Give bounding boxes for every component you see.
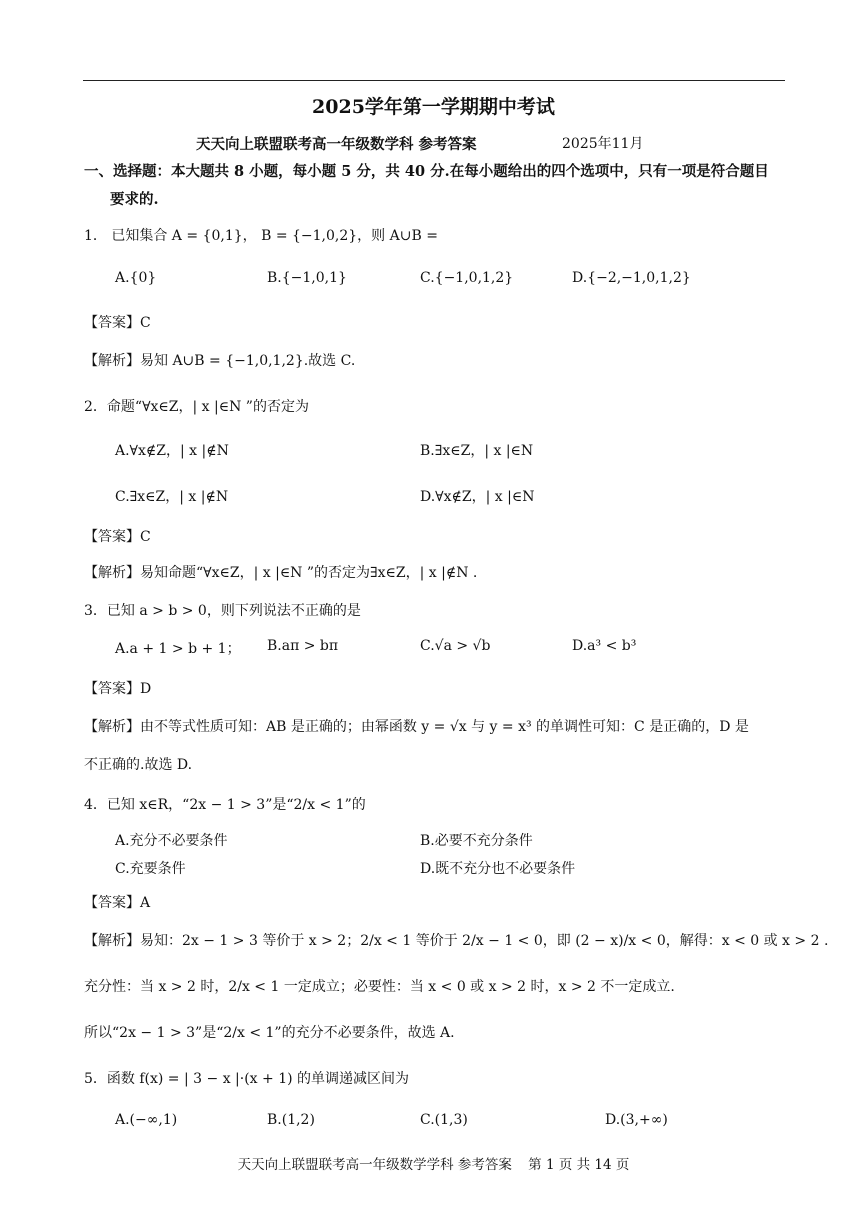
q3-answer: 【答案】D — [84, 681, 152, 697]
q5-stem: 5．函数 f(x) = | 3 − x |·(x + 1) 的单调递减区间为 — [84, 1071, 410, 1087]
section-heading-line1: 一、选择题：本大题共 8 小题，每小题 5 分，共 40 分.在每小题给出的四个选项中，只有一项是符合题目 — [84, 163, 769, 180]
footer-title: 天天向上联盟联考高一年级数学学科 参考答案 — [237, 1157, 512, 1173]
q2-answer: 【答案】C — [84, 529, 151, 545]
q4-answer: 【答案】A — [84, 895, 151, 911]
q2-option-c: C.∃x∈Z，| x |∉N — [115, 489, 229, 505]
page-footer — [0, 1153, 867, 1173]
q3-analysis-line1: 【解析】由不等式性质可知：AB 是正确的；由幂函数 y = √x 与 y = x³ 的单调性可知：C 是正确的，D 是 — [84, 719, 749, 735]
q1-option-d: D.{−2,−1,0,1,2} — [572, 270, 691, 286]
q2-stem: 2．命题“∀x∈Z，| x |∈N ”的否定为 — [84, 399, 309, 415]
q4-analysis-line2: 充分性：当 x > 2 时，2/x < 1 一定成立；必要性：当 x < 0 或 x > 2 时，x > 2 不一定成立. — [84, 979, 675, 995]
q4-option-d: D.既不充分也不必要条件 — [420, 861, 576, 877]
q2-option-d: D.∀x∉Z，| x |∈N — [420, 489, 535, 505]
q4-analysis-line3: 所以“2x − 1 > 3”是“2/x < 1”的充分不必要条件，故选 A. — [84, 1025, 455, 1041]
q5-option-a: A.(−∞,1) — [115, 1112, 178, 1128]
header-rule — [83, 80, 785, 81]
q5-option-d: D.(3,+∞) — [605, 1112, 668, 1128]
exam-date: 2025年11月 — [562, 136, 644, 152]
q1-analysis: 【解析】易知 A∪B = {−1,0,1,2}.故选 C. — [84, 353, 356, 369]
q4-option-b: B.必要不充分条件 — [420, 833, 533, 849]
q2-option-a: A.∀x∉Z，| x |∉N — [115, 443, 229, 459]
q3-option-a: A.a + 1 > b + 1； — [115, 641, 241, 657]
q2-analysis: 【解析】易知命题“∀x∈Z，| x |∈N ”的否定为∃x∈Z，| x |∉N . — [84, 565, 478, 581]
q3-option-b: B.aπ > bπ — [267, 638, 339, 654]
q3-option-c: C.√a > √b — [420, 638, 491, 654]
q3-analysis-line2: 不正确的.故选 D. — [84, 757, 193, 773]
section-heading-line2: 要求的. — [110, 191, 159, 208]
q4-stem: 4．已知 x∈R，“2x − 1 > 3”是“2/x < 1”的 — [84, 797, 366, 813]
q1-stem: 1． 已知集合 A = {0,1}， B = {−1,0,2}，则 A∪B = — [84, 228, 438, 244]
q3-stem: 3．已知 a > b > 0，则下列说法不正确的是 — [84, 603, 361, 619]
footer-page-number: 第 1 页 共 14 页 — [528, 1157, 630, 1173]
page-title: 2025学年第一学期期中考试 — [312, 96, 555, 118]
q1-answer: 【答案】C — [84, 315, 151, 331]
q5-option-b: B.(1,2) — [267, 1112, 315, 1128]
q4-option-a: A.充分不必要条件 — [115, 833, 228, 849]
q1-option-a: A.{0} — [115, 270, 157, 286]
q1-option-c: C.{−1,0,1,2} — [420, 270, 514, 286]
q4-option-c: C.充要条件 — [115, 861, 186, 877]
q3-option-d: D.a³ < b³ — [572, 638, 637, 654]
page-subtitle: 天天向上联盟联考高一年级数学科 参考答案 — [196, 136, 477, 153]
q1-option-b: B.{−1,0,1} — [267, 270, 347, 286]
q5-option-c: C.(1,3) — [420, 1112, 468, 1128]
q2-option-b: B.∃x∈Z，| x |∈N — [420, 443, 534, 459]
q4-analysis-line1: 【解析】易知：2x − 1 > 3 等价于 x > 2；2/x < 1 等价于 2/x − 1 < 0，即 (2 − x)/x < 0，解得：x < 0 或 x > 2 . — [84, 933, 829, 949]
